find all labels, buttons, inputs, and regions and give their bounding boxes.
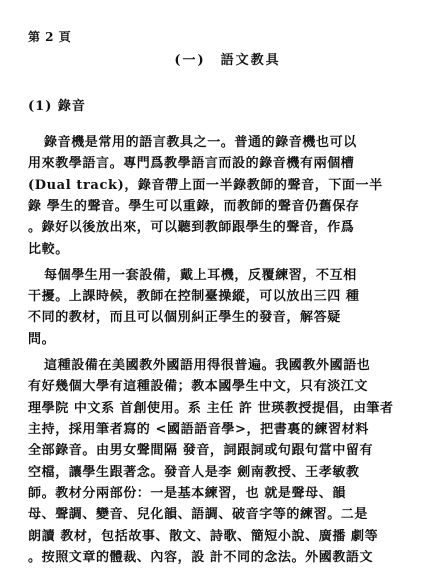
section-title: (一) 語文教具 — [174, 53, 281, 68]
paragraph-3-line-5: 全部錄音。由男女聲間隔 發音，詞跟詞或句跟句當中留有 — [28, 443, 374, 458]
paragraph-1-line-1: 錄音機是常用的語言教具之一。普通的錄音機也可以 — [44, 135, 357, 150]
sub-title: (1) 錄音 — [28, 99, 86, 114]
paragraph-2-line-2: 干擾。上課時候，教師在控制臺操縱，可以放出三四 種 — [28, 289, 360, 304]
paragraph-3-line-4: 主持，採用筆者寫的 <國語語音學>，把書裏的練習材料 — [28, 422, 369, 437]
paragraph-2-line-3: 不同的教材，而且可以個別糾正學生的發音，解答疑 — [28, 310, 341, 325]
paragraph-1-line-3: (Dual track)，錄音帶上面一半錄教師的聲音，下面一半 — [28, 178, 383, 193]
paragraph-2-line-4: 問。 — [28, 332, 56, 347]
paragraph-3-line-2: 有好幾個大學有這種設備；教本國學生中文，只有淡江文 — [28, 379, 369, 394]
paragraph-1-line-5: 。錄好以後放出來，可以聽到教師跟學生的聲音，作爲 — [28, 220, 355, 235]
paragraph-3-line-7: 師。教材分兩部份：一是基本練習，也 就是聲母、韻 — [28, 486, 346, 501]
paragraph-3-line-3: 理學院 中文系 首創使用。系 主任 許 世瑛教授提倡，由筆者 — [28, 401, 394, 416]
paragraph-1-line-4: 錄 學生的聲音。學生可以重錄，而教師的聲音仍舊保存 — [28, 199, 360, 214]
paragraph-3-line-6: 空檔，讓學生跟著念。發音人是李 劍南教授、王孝敏教 — [28, 465, 360, 480]
paragraph-3-line-10: 。按照文章的體裁、內容，設 計不同的念法。外國教語文 — [28, 550, 374, 565]
page-number: 第 2 頁 — [28, 30, 72, 44]
paragraph-3-line-8: 母、聲調、變音、兒化韻、語調、破音字等的練習。二是 — [28, 507, 369, 522]
paragraph-3-line-9: 朗讀 教材，包括故事、散文、詩歌、簡短小說、廣播 劇等 — [28, 529, 379, 544]
paragraph-1-line-6: 比較。 — [28, 242, 69, 257]
paragraph-3-line-1: 這種設備在美國教外國語用得很普遍。我國教外國語也 — [44, 358, 371, 373]
paragraph-2-line-1: 每個學生用一套設備，戴上耳機，反覆練習，不互相 — [44, 268, 357, 283]
paragraph-1-line-2: 用來教學語言。專門爲教學語言而設的錄音機有兩個槽 — [28, 156, 355, 171]
